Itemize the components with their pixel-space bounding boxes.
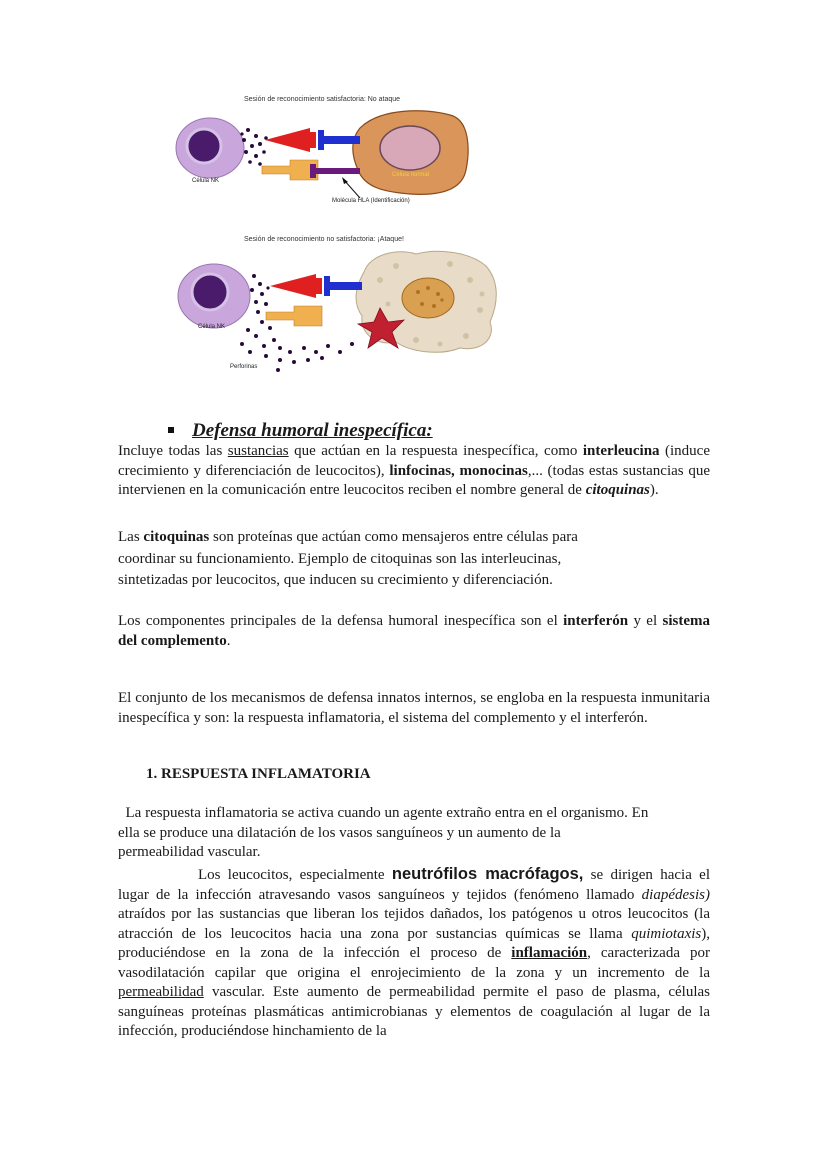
nk-nucleus-bottom: [192, 274, 228, 310]
target-nucleus-bottom: [402, 278, 454, 318]
section-heading-respuesta-inflamatoria: 1. RESPUESTA INFLAMATORIA: [146, 766, 371, 782]
bullet-heading: Defensa humoral inespecífica:: [168, 420, 433, 442]
nk-cell-label-bottom: Célula NK: [198, 324, 226, 330]
nk-nucleus-top: [187, 129, 221, 163]
inhibitory-receptor-bottom: [266, 306, 322, 326]
perforinas-label: Perforinas: [230, 364, 258, 370]
hla-molecule: [310, 164, 316, 178]
paragraph-componentes: Los componentes principales de la defensa humoral inespecífica son el interferón y el sistema del complemento.: [118, 613, 710, 649]
nk-cell-diagram: [170, 90, 510, 380]
hla-molecule-label: Molécula HLA (Identificación): [332, 198, 410, 204]
granules-top: [240, 128, 267, 166]
nk-cell-recognition-figure: [170, 90, 510, 380]
paragraph-humoral-definition: Incluye todas las sustancias que actúan en la respuesta inespecífica, como interleucina (induce crecimiento y diferenciación de leucocitos), linfocinas, monocinas,... (todas estas sustancias que intervienen en la comunicación entre leucocitos reciben el nombre general de citoquinas).: [118, 443, 711, 498]
activating-receptor-top: [265, 128, 310, 152]
ligand-top: [318, 130, 324, 150]
figure-caption-top: Sesión de reconocimiento satisfactoria: No ataque: [244, 96, 401, 103]
paragraph-respuesta-inflamatoria: La respuesta inflamatoria se activa cuando un agente extraño entra en el organismo. En ella se produce una dilatación de los vasos sanguíneos y un aumento de la permeabilidad vascular.: [118, 805, 649, 860]
ligand-bottom: [324, 276, 330, 296]
bullet-square-icon: [168, 427, 174, 433]
normal-cell-label: Célula normal: [392, 172, 430, 178]
figure-caption-bottom: Sesión de reconocimiento no satisfactoria: ¡Ataque!: [244, 236, 404, 243]
paragraph-citoquinas: Las citoquinas son proteínas que actúan como mensajeros entre células para coordinar su funcionamiento. Ejemplo de citoquinas son las interleucinas, sintetizadas por leucocitos, que inducen su crecimiento y diferenciación.: [118, 529, 578, 588]
inhibitory-receptor-top: [262, 160, 318, 180]
normal-cell-nucleus: [380, 126, 440, 170]
nk-cell-label-top: Célula NK: [192, 178, 220, 184]
paragraph-leucocitos: Los leucocitos, especialmente neutrófilos macrófagos, se dirigen hacia el lugar de la infección atravesando vasos sanguíneos y tejidos (fenómeno llamado diapédesis) atraídos por las sustancias que liberan los tejidos dañados, los patógenos u otros leucocitos (la atracción de los leucocitos hacia una zona por sustancias químicas se llama quimiotaxis), produciéndose en la zona de la infección el proceso de inflamación, caracterizada por vasodilatación capilar que origina el enrojecimiento de la zona y un incremento de la permeabilidad vascular. Este aumento de permeabilidad permite el paso de plasma, células sanguíneas proteínas plasmáticas antimicrobianas y elementos de coagulación al lugar de la infección, produciéndose hinchamiento de la: [118, 865, 710, 1039]
paragraph-mecanismos: El conjunto de los mecanismos de defensa innatos internos, se engloba en la respuesta inmunitaria inespecífica y son: la respuesta inflamatoria, el sistema del complemento y el interferón.: [118, 690, 710, 726]
activating-receptor-bottom: [270, 274, 316, 298]
